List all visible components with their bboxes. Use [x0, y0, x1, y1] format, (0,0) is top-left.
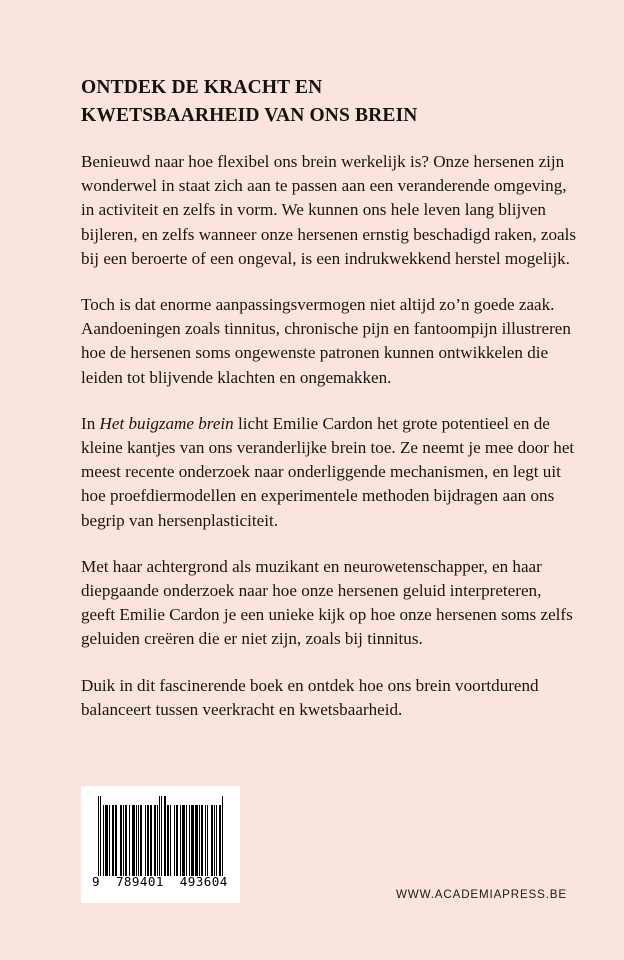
- book-title: Het buigzame brein: [99, 413, 234, 433]
- barcode-digits: 9 789401 493604: [92, 874, 228, 889]
- page-title-line-1: ONTDEK DE KRACHT EN: [81, 77, 323, 98]
- blurb-paragraph-3: [81, 412, 577, 533]
- blurb-paragraph-4: Met haar achtergrond als muzikant en neurowetenschapper, en haar diepgaande onderzoek naar hoe onze hersenen geluid interpreteren, geeft Emilie Cardon je een unieke kijk op hoe onze hersenen soms zelfs geluiden creëren die er niet zijn, zoals bij tinnitus.: [81, 556, 573, 649]
- publisher-website-url: WWW.ACADEMIAPRESS.BE: [396, 888, 567, 901]
- blurb-paragraph-3-rest: licht Emilie Cardon het grote potentieel en de kleine kantjes van ons veranderlijke brein toe. Ze neemt je mee door het meest recente onderzoek naar onderliggende mechanismen, en legt uit hoe proefdiermodellen en experimentele methoden bijdragen aan ons begrip van hersenplasticiteit.: [81, 413, 575, 530]
- blurb-container: [81, 74, 577, 722]
- page-title-line-2: KWETSBAARHEID VAN ONS BREIN: [81, 104, 418, 126]
- barcode-bars: [98, 796, 224, 876]
- blurb-text: [81, 150, 577, 722]
- blurb-paragraph-5: Duik in dit fascinerende boek en ontdek hoe ons brein voortdurend balanceert tussen veerkracht en kwetsbaarheid.: [81, 675, 539, 719]
- barcode: [81, 786, 240, 903]
- blurb-paragraph-2: Toch is dat enorme aanpassingsvermogen niet altijd zo’n goede zaak. Aandoeningen zoals tinnitus, chronische pijn en fantoompijn illustreren hoe de hersenen soms ongewenste patronen kunnen ontwikkelen die leiden tot blijvende klachten en ongemakken.: [81, 295, 571, 387]
- page-title: [81, 74, 511, 129]
- blurb-paragraph-3-prefix: In: [81, 413, 100, 433]
- blurb-paragraph-1: Benieuwd naar hoe flexibel ons brein werkelijk is? Onze hersenen zijn wonderwel in staat zich aan te passen aan een veranderende omgeving, in activiteit en zelfs in vorm. We kunnen ons hele leven lang blijven bijleren, en zelfs wanneer onze hersenen ernstig beschadigd raken, zoals bij een beroerte of een ongeval, is een indrukwekkend herstel mogelijk.: [81, 152, 577, 268]
